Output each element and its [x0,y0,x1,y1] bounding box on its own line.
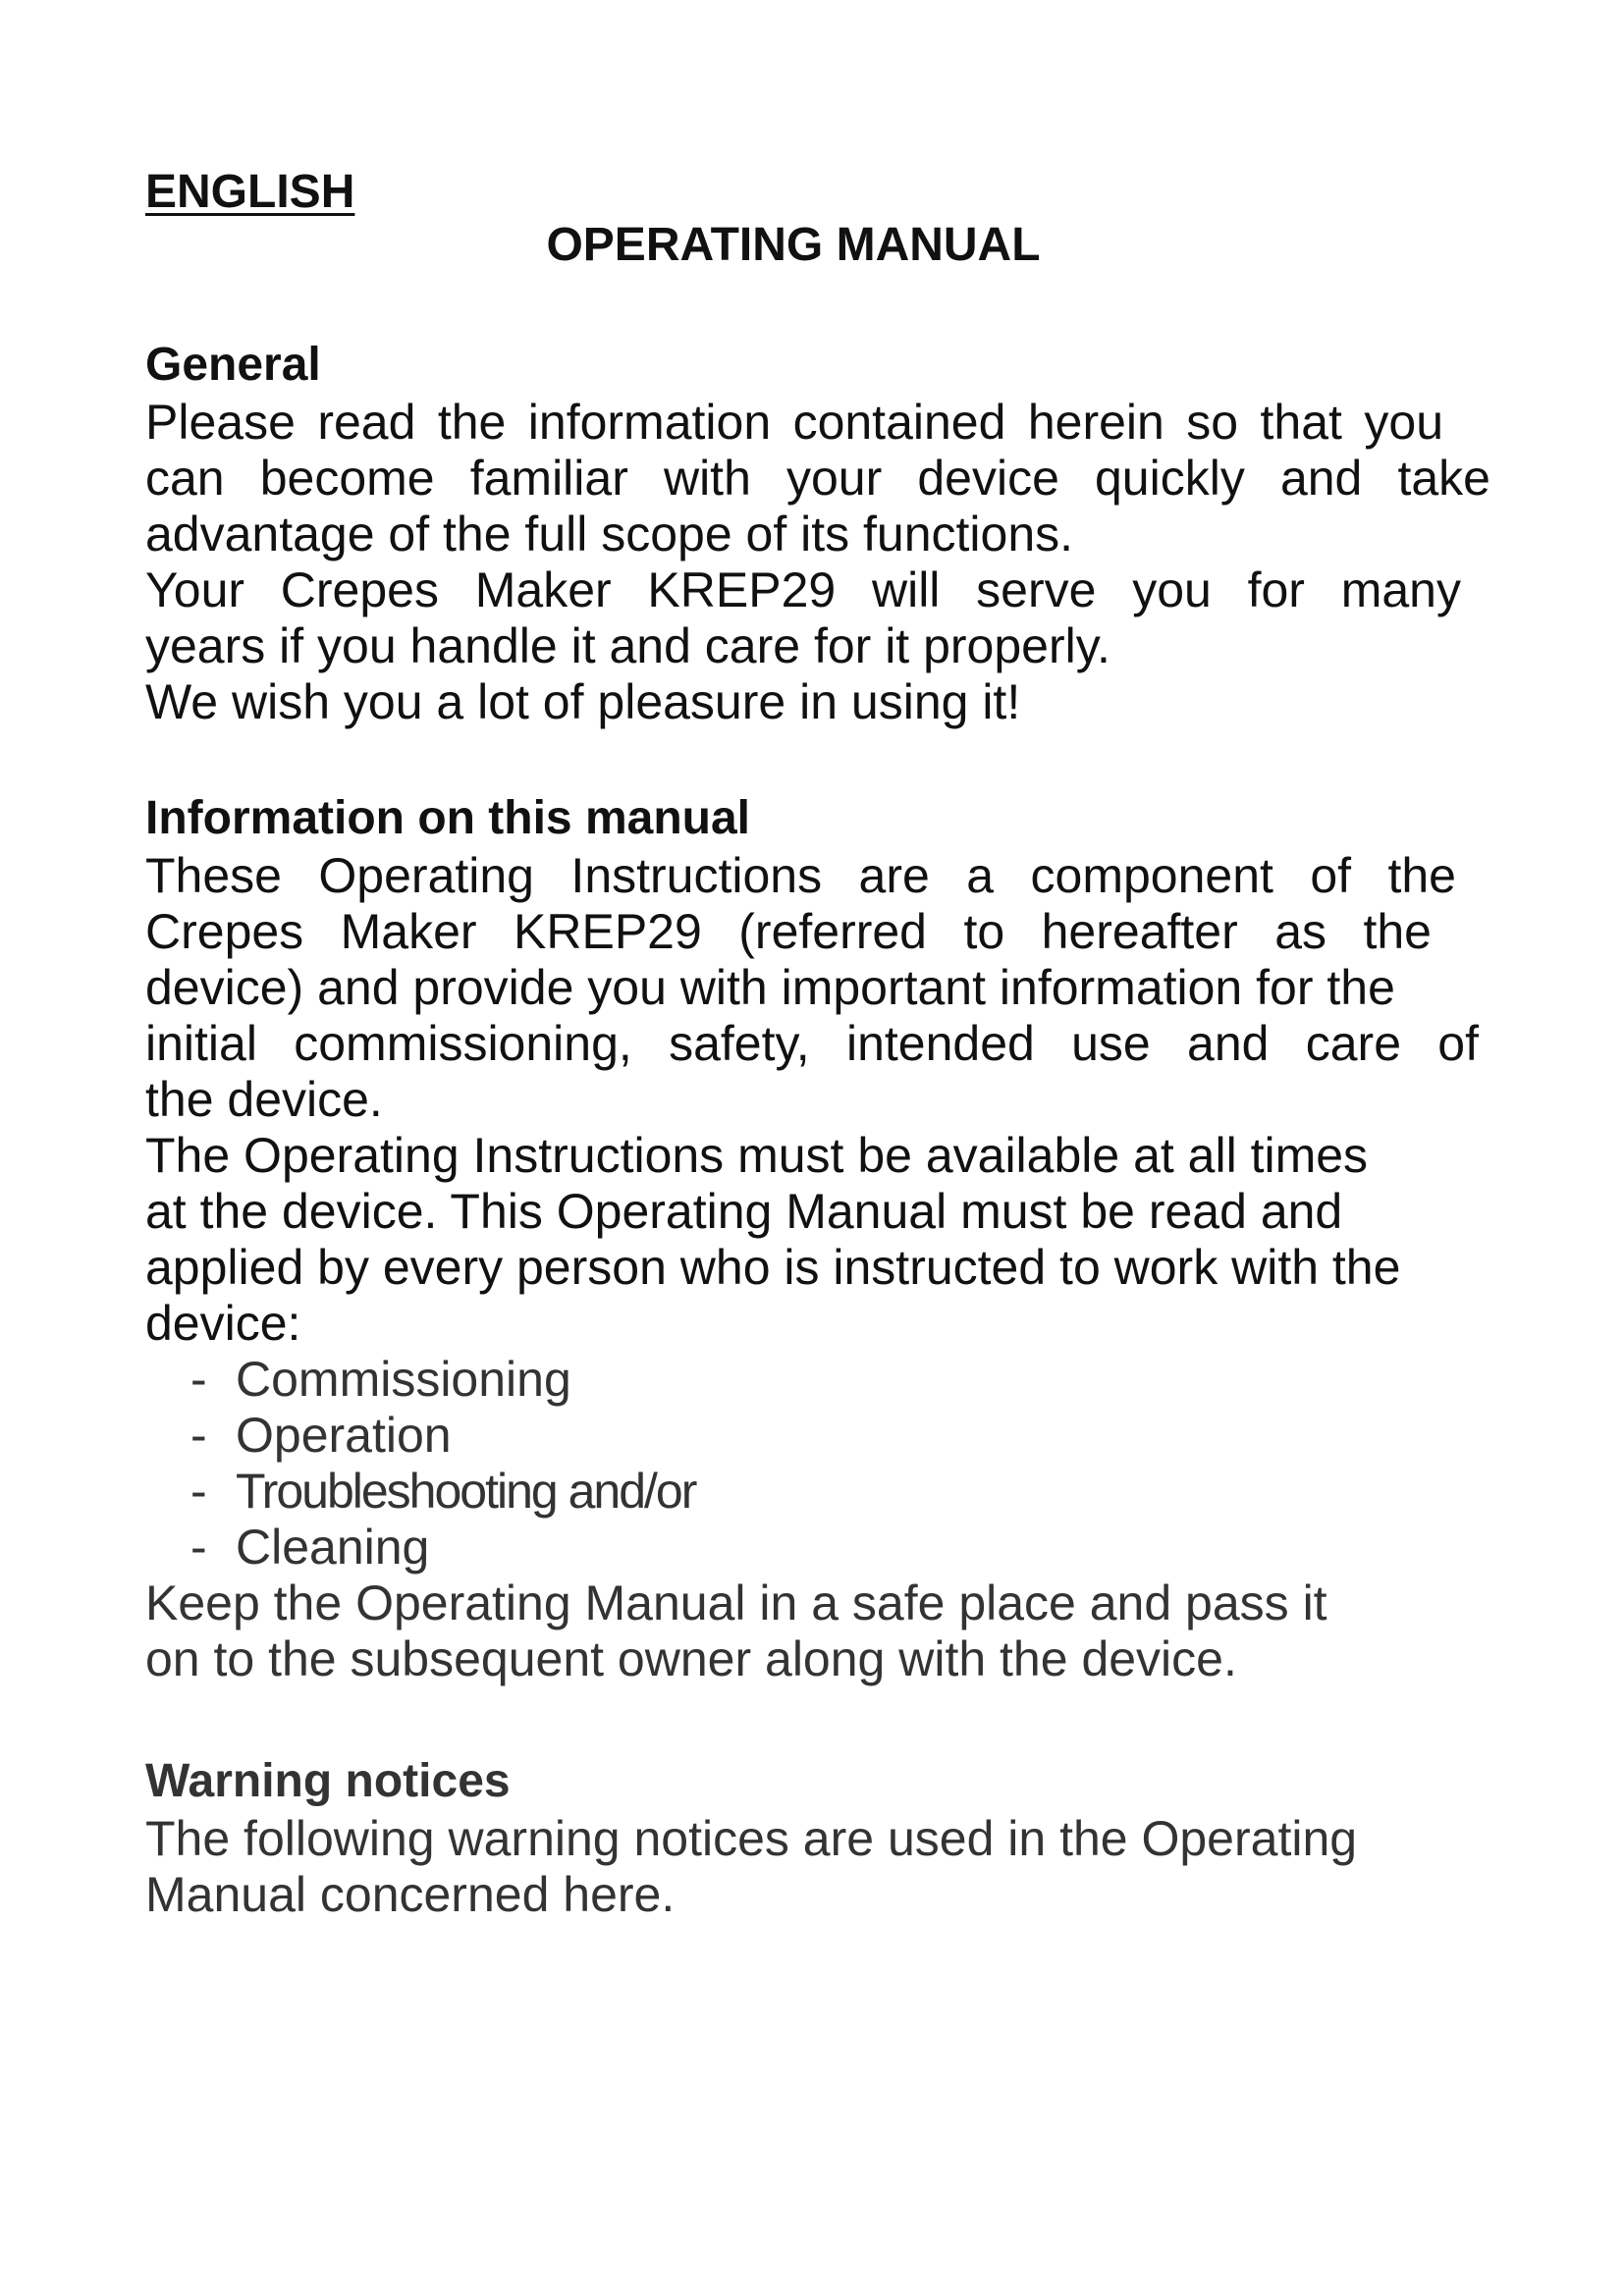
section-heading-information: Information on this manual [145,792,751,844]
general-para3: We wish you a lot of pleasure in using it! [145,674,1021,729]
section-information [145,789,1490,1687]
general-para2-line2: years if you handle it and care for it properly. [145,618,1110,673]
list-item-text: Troubleshooting and/or [236,1464,696,1519]
info-para2-line2: at the device. This Operating Manual must be read and [145,1184,1343,1239]
section-heading-general: General [145,339,321,391]
info-para1-line2: Crepes Maker KREP29 (referred to hereafter as the [145,904,1432,959]
info-para1-line1: These Operating Instructions are a component of the [145,848,1456,903]
list-marker: - [190,1520,207,1575]
list-marker: - [190,1352,207,1407]
list-item-text: Cleaning [236,1520,430,1575]
info-para2-line3: applied by every person who is instructed to work with the [145,1240,1401,1295]
section-general [145,336,1490,730]
info-para2-line1: The Operating Instructions must be available at all times [145,1128,1369,1183]
general-para1-line3: advantage of the full scope of its functions. [145,507,1074,561]
list-item [145,1352,1490,1408]
warning-para1-line1: The following warning notices are used in the Operating [145,1811,1358,1866]
info-para1-line5: the device. [145,1072,383,1127]
document-title: OPERATING MANUAL [546,219,1041,271]
info-para3-line2: on to the subsequent owner along with the device. [145,1631,1237,1686]
general-para1-line2: can become familiar with your device quickly and take [145,451,1490,506]
list-marker: - [190,1408,207,1463]
general-para2-line1: Your Crepes Maker KREP29 will serve you for many [145,562,1461,617]
usage-list [145,1352,1490,1575]
general-para1-line1: Please read the information contained herein so that you [145,395,1443,450]
list-item [145,1408,1490,1464]
language-heading: ENGLISH [145,166,355,218]
section-heading-warning: Warning notices [145,1755,511,1807]
info-para3-line1: Keep the Operating Manual in a safe place and pass it [145,1575,1327,1630]
info-para1-line4: initial commissioning, safety, intended use and care of [145,1016,1479,1071]
section-warning [145,1752,1490,1923]
info-para2-line4: device: [145,1296,301,1351]
list-item-text: Operation [236,1408,452,1463]
info-para1-line3: device) and provide you with important information for the [145,960,1395,1015]
list-item [145,1464,1490,1520]
list-item [145,1520,1490,1575]
list-marker: - [190,1464,207,1519]
list-item-text: Commissioning [236,1352,571,1407]
warning-para1-line2: Manual concerned here. [145,1867,676,1922]
